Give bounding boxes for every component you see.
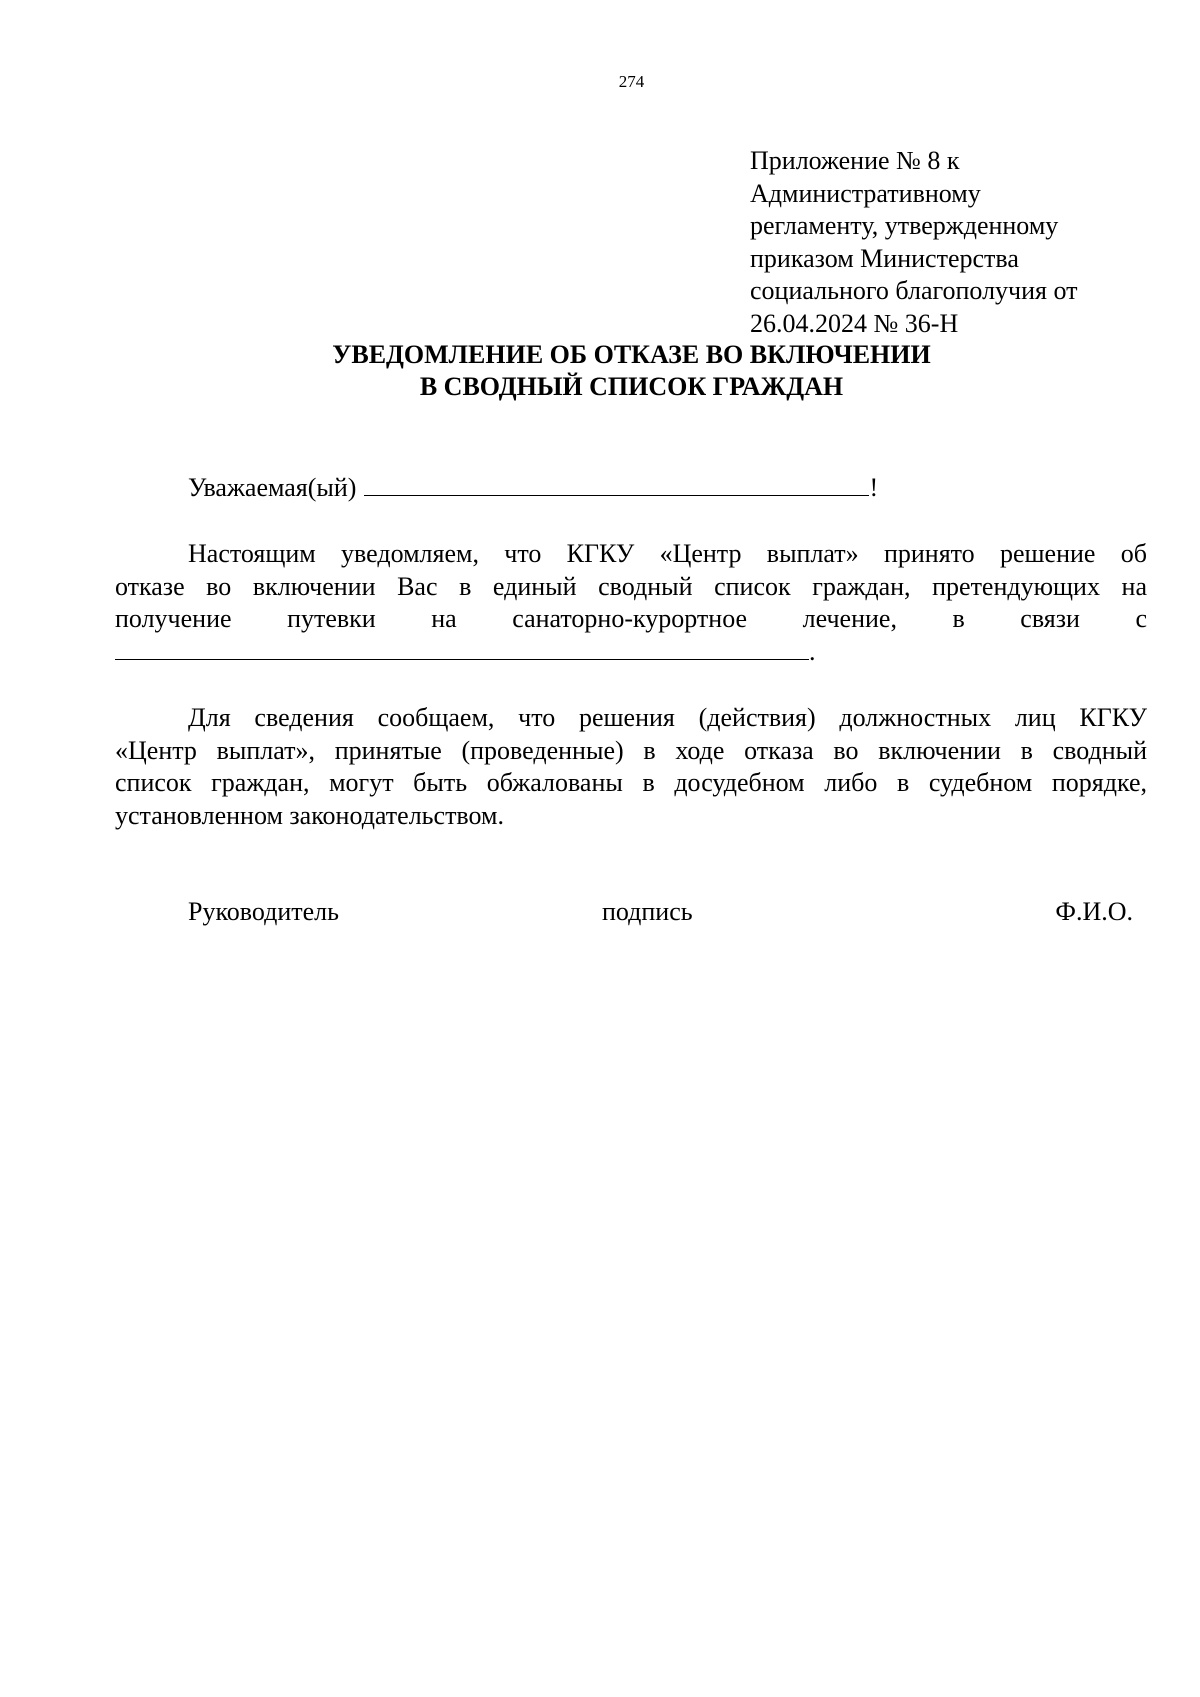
appendix-line-1: Приложение № 8 к [750, 146, 960, 175]
greeting-end: ! [869, 473, 879, 502]
paragraph-appeal-line-1: Для сведения сообщаем, что решения (действия) должностных лиц КГКУ [188, 703, 1147, 732]
paragraph-appeal-line-4: установленном законодательством. [115, 800, 504, 830]
title-line-1: УВЕДОМЛЕНИЕ ОБ ОТКАЗЕ ВО ВКЛЮЧЕНИИ [332, 340, 931, 369]
paragraph-appeal [115, 702, 1147, 832]
paragraph-decision-line-4 [115, 636, 1147, 669]
signature-row [188, 896, 1133, 930]
greeting [188, 472, 878, 504]
paragraph-decision [115, 538, 1147, 668]
appendix-line-3: регламенту, утвержденному [750, 211, 1059, 240]
signature-sign: подпись [602, 897, 693, 926]
signature-position: Руководитель [188, 897, 339, 926]
paragraph-decision-end: . [809, 636, 816, 666]
title-line-2: В СВОДНЫЙ СПИСОК ГРАЖДАН [419, 372, 844, 401]
recipient-name-blank [364, 473, 869, 496]
paragraph-decision-line-3: получение путевки на санаторно-курортное лечение, в связи с [115, 604, 1147, 633]
paragraph-appeal-line-3: список граждан, могут быть обжалованы в досудебном либо в судебном порядке, [115, 768, 1147, 797]
appendix-line-5: социального благополучия от [750, 276, 1078, 305]
page-number: 274 [618, 72, 645, 91]
reason-blank [115, 637, 809, 660]
signature-name: Ф.И.О. [1055, 897, 1133, 926]
paragraph-decision-line-2: отказе во включении Вас в единый сводный список граждан, претендующих на [115, 571, 1147, 601]
greeting-label: Уважаемая(ый) [188, 473, 357, 502]
appendix-line-4: приказом Министерства [750, 243, 1019, 273]
appendix-line-6: 26.04.2024 № 36-Н [750, 308, 959, 338]
document-title [0, 339, 1200, 403]
appendix-note [750, 145, 1170, 340]
paragraph-appeal-line-2: «Центр выплат», принятые (проведенные) в ходе отказа во включении в сводный [115, 735, 1147, 765]
appendix-line-2: Административному [750, 178, 981, 208]
paragraph-decision-line-1: Настоящим уведомляем, что КГКУ «Центр выплат» принято решение об [188, 539, 1147, 568]
